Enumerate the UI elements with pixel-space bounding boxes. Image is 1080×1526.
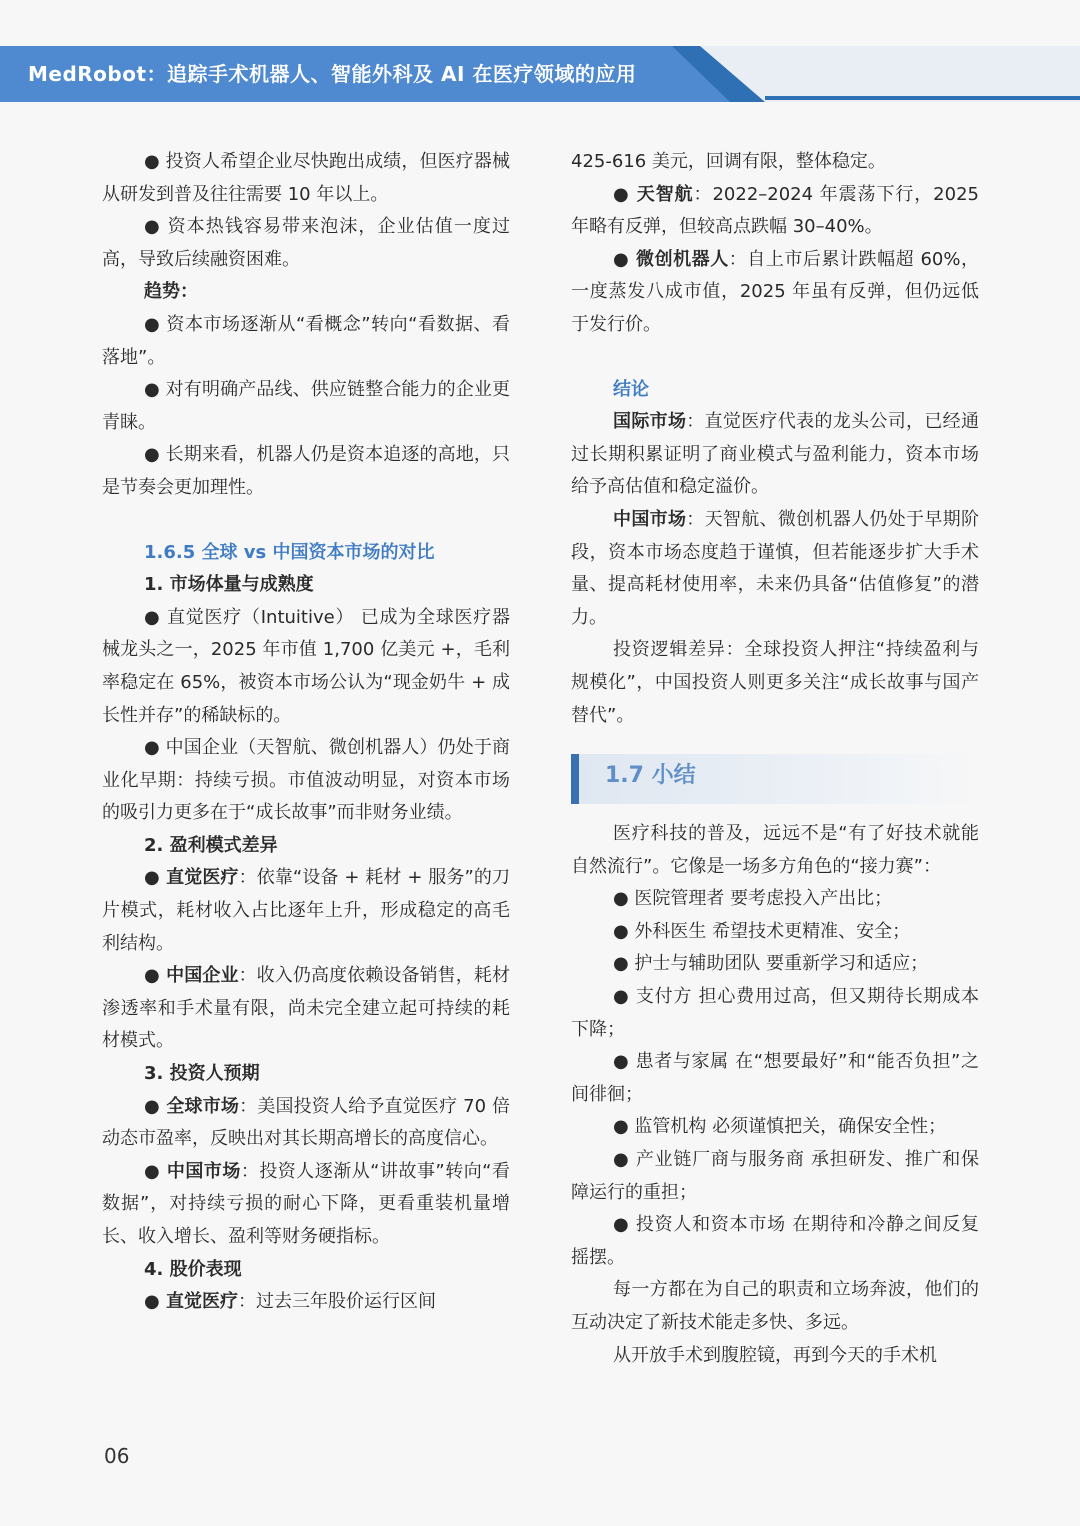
- paragraph-text: ：美国投资人给予直觉医疗 70 倍动态市盈率，反映出对其长期高增长的高度信心。: [102, 1095, 510, 1150]
- lead-term: 中国市场: [613, 508, 687, 530]
- conclusion-heading: 结论: [613, 378, 649, 400]
- paragraph: 医疗科技的普及，远远不是“有了好技术就能自然流行”。它像是一场多方角色的“接力赛”：: [571, 823, 979, 877]
- list-item: ● 医院管理者 要考虑投入产出比；: [613, 888, 893, 910]
- paragraph: [571, 179, 979, 244]
- paragraph-text: ：天智航、微创机器人仍处于早期阶段，资本市场态度趋于谨慎，但若能逐步扩大手术量、提高耗材使用率，未来仍具备“估值修复”的潜力。: [571, 508, 980, 628]
- paragraph-text: ：直觉医疗代表的龙头公司，已经通过长期积累证明了商业模式与盈利能力，资本市场给予高估值和稳定溢价。: [571, 411, 980, 498]
- header-title: MedRobot：追踪手术机器人、智能外科及 AI 在医疗领域的应用: [28, 62, 637, 86]
- paragraph-text: ：投资人逐渐从“讲故事”转向“看数据”，对持续亏损的耐心下降，更看重装机量增长、收入增长、盈利等财务硬指标。: [102, 1160, 510, 1247]
- paragraph: ● 资本市场逐渐从“看概念”转向“看数据、看落地”。: [102, 313, 510, 368]
- subheading: 4. 股价表现: [144, 1258, 242, 1280]
- paragraph-text: ：过去三年股价运行区间: [237, 1291, 436, 1313]
- lead-term: ● 直觉医疗: [144, 867, 239, 889]
- paragraph: ● 投资人希望企业尽快跑出成绩，但医疗器械从研发到普及往往需要 10 年以上。: [102, 151, 510, 205]
- subheading: 2. 盈利模式差异: [144, 834, 278, 856]
- trend-label: 趋势：: [144, 281, 198, 303]
- section-heading-text: 1.7 小结: [605, 763, 696, 789]
- paragraph: [102, 960, 510, 1058]
- paragraph: 从开放手术到腹腔镜，再到今天的手术机: [613, 1344, 937, 1366]
- spacer: [571, 342, 979, 374]
- paragraph: [571, 504, 979, 634]
- subheading: 3. 投资人预期: [144, 1063, 260, 1085]
- paragraph: ● 直觉医疗（Intuitive） 已成为全球医疗器械龙头之一，2025 年市值 1,700 亿美元 +，毛利率稳定在 65%，被资本市场公认为“现金奶牛 + 成长性并存”的稀缺标的。: [102, 606, 511, 726]
- paragraph: [102, 1091, 510, 1156]
- list-item: ● 患者与家属 在“想要最好”和“能否负担”之间徘徊；: [571, 1051, 979, 1105]
- paragraph: ● 资本热钱容易带来泡沫，企业估值一度过高，导致后续融资困难。: [102, 216, 510, 270]
- page-header: [0, 0, 1080, 102]
- paragraph: [102, 1156, 510, 1254]
- list-item: ● 投资人和资本市场 在期待和冷静之间反复摇摆。: [571, 1214, 979, 1268]
- paragraph-text: ：自上市后累计跌幅超 60%，一度蒸发八成市值，2025 年虽有反弹，但仍远低于发行价。: [571, 248, 979, 335]
- page-number: 06: [104, 1444, 130, 1468]
- right-column: [571, 146, 979, 1372]
- paragraph: 425-616 美元，回调有限，整体稳定。: [571, 151, 886, 172]
- header-rule: [765, 96, 1080, 100]
- paragraph: [102, 862, 510, 960]
- list-item: ● 监管机构 必须谨慎把关，确保安全性；: [613, 1116, 947, 1138]
- subheading: 1. 市场体量与成熟度: [144, 574, 314, 596]
- list-item: ● 护士与辅助团队 要重新学习和适应；: [613, 953, 929, 975]
- lead-term: ● 直觉医疗: [144, 1291, 238, 1313]
- list-item: ● 支付方 担心费用过高，但又期待长期成本下降；: [571, 986, 979, 1040]
- list-item: ● 产业链厂商与服务商 承担研发、推广和保障运行的重担；: [571, 1149, 979, 1203]
- paragraph: ● 对有明确产品线、供应链整合能力的企业更青睐。: [102, 379, 510, 433]
- lead-term: ● 中国企业: [144, 965, 239, 987]
- lead-term: 国际市场: [613, 411, 687, 433]
- section-heading-1-7: [571, 754, 979, 804]
- paragraph-text: ：依靠“设备 + 耗材 + 服务”的刀片模式，耗材收入占比逐年上升，形成稳定的高毛利结构。: [102, 867, 510, 954]
- paragraph: [102, 1286, 510, 1319]
- paragraph-text: ：2022–2024 年震荡下行，2025 年略有反弹，但较高点跌幅 30–40%。: [571, 183, 979, 238]
- spacer: [571, 732, 979, 748]
- paragraph: ● 长期来看，机器人仍是资本追逐的高地，只是节奏会更加理性。: [102, 444, 510, 498]
- paragraph: [571, 244, 979, 342]
- paragraph: [571, 406, 979, 504]
- lead-term: ● 全球市场: [144, 1095, 240, 1117]
- lead-term: ● 中国市场: [144, 1160, 241, 1182]
- left-column: [102, 146, 510, 1319]
- section-heading-1-6-5: 1.6.5 全球 vs 中国资本市场的对比: [144, 541, 435, 563]
- paragraph: 每一方都在为自己的职责和立场奔波，他们的互动决定了新技术能走多快、多远。: [571, 1279, 979, 1333]
- lead-term: ● 天智航: [613, 183, 694, 205]
- spacer: [102, 505, 510, 537]
- list-item: ● 外科医生 希望技术更精准、安全；: [613, 920, 911, 942]
- paragraph: 投资逻辑差异：全球投资人押注“持续盈利与规模化”，中国投资人则更多关注“成长故事与国产替代”。: [571, 639, 979, 726]
- paragraph: ● 中国企业（天智航、微创机器人）仍处于商业化早期：持续亏损。市值波动明显，对资本市场的吸引力更多在于“成长故事”而非财务业绩。: [102, 737, 510, 824]
- lead-term: ● 微创机器人: [613, 248, 729, 270]
- paragraph-text: ：收入仍高度依赖设备销售，耗材渗透率和手术量有限，尚未完全建立起可持续的耗材模式。: [102, 965, 510, 1052]
